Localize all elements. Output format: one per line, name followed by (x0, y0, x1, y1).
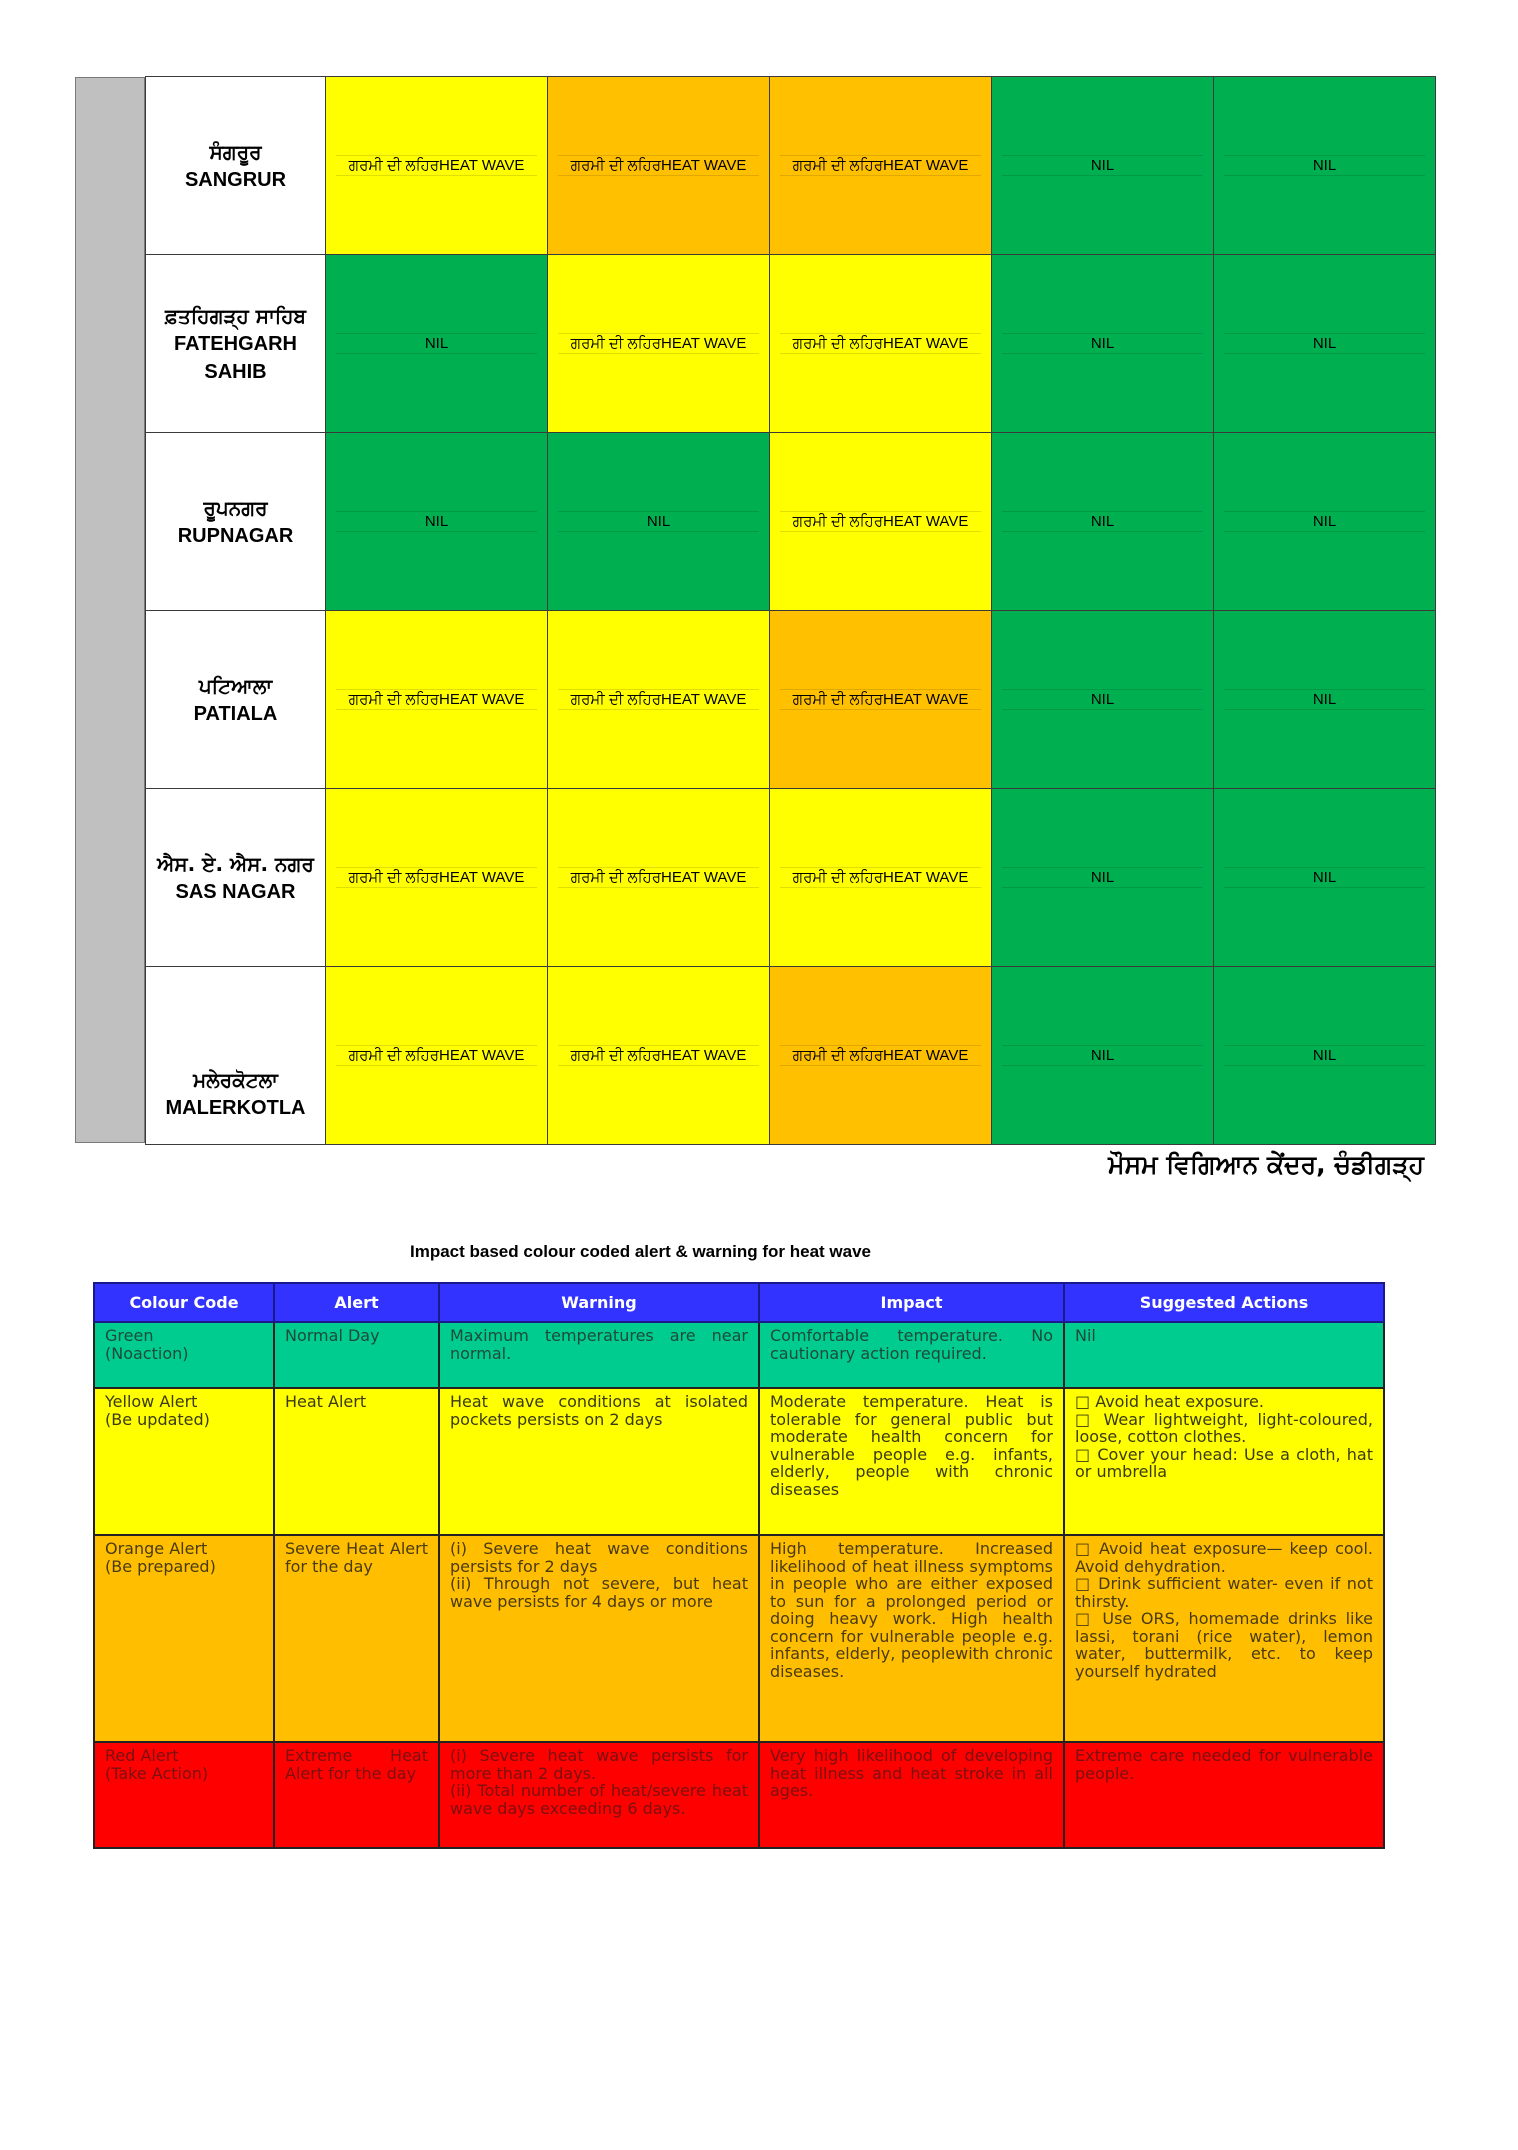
forecast-cell-day-5 (1214, 255, 1436, 433)
district-name-english: FATEHGARH SAHIB (174, 332, 297, 383)
forecast-text: NIL (1002, 1045, 1203, 1066)
forecast-text: ਗਰਮੀ ਦੀ ਲਹਿਰHEAT WAVE (780, 511, 981, 532)
legend-table (93, 1282, 1385, 1849)
legend-actions-cell: □ Avoid heat exposure— keep cool. Avoid dehydration. □ Drink sufficient water- even if not thirsty. □ Use ORS, homemade drinks like lassi, torani (rice water), lemon water, buttermilk, etc. to keep yourself hydrated (1064, 1535, 1384, 1742)
forecast-cell-day-2 (548, 967, 770, 1145)
legend-title: Impact based colour coded alert & warning for heat wave (410, 1242, 872, 1261)
district-name-cell (146, 789, 326, 967)
district-name-punjabi: ਰੂਪਨਗਰ (203, 495, 268, 520)
legend-warning-cell: (i) Severe heat wave persists for more than 2 days. (ii) Total number of heat/severe heat wave days exceeding 6 days. (439, 1742, 759, 1848)
forecast-text: ਗਰਮੀ ਦੀ ਲਹਿਰHEAT WAVE (780, 689, 981, 710)
legend-actions-cell: Extreme care needed for vulnerable people. (1064, 1742, 1384, 1848)
district-name-english: SAS NAGAR (175, 880, 296, 903)
forecast-cell-day-5 (1214, 433, 1436, 611)
header-impact: Impact (759, 1283, 1064, 1322)
forecast-text: ਗਰਮੀ ਦੀ ਲਹਿਰHEAT WAVE (558, 689, 759, 710)
forecast-cell-day-2 (548, 433, 770, 611)
legend-actions-cell: □ Avoid heat exposure. □ Wear lightweight, light-coloured, loose, cotton clothes. □ Cover your head: Use a cloth, hat or umbrella (1064, 1388, 1384, 1535)
forecast-text: ਗਰਮੀ ਦੀ ਲਹਿਰHEAT WAVE (558, 1045, 759, 1066)
district-name-english: PATIALA (193, 702, 278, 725)
forecast-cell-day-3 (770, 433, 992, 611)
forecast-cell-day-3 (770, 967, 992, 1145)
forecast-text: NIL (1224, 333, 1425, 354)
forecast-cell-day-1 (326, 77, 548, 255)
forecast-text: ਗਰਮੀ ਦੀ ਲਹਿਰHEAT WAVE (558, 333, 759, 354)
district-name-cell (146, 255, 326, 433)
forecast-cell-day-2 (548, 255, 770, 433)
forecast-text: ਗਰਮੀ ਦੀ ਲਹਿਰHEAT WAVE (336, 867, 537, 888)
legend-code-cell: Green (Noaction) (94, 1322, 274, 1388)
forecast-text: NIL (1002, 333, 1203, 354)
forecast-text: NIL (1002, 155, 1203, 176)
side-strip (75, 77, 145, 1143)
forecast-cell-day-5 (1214, 611, 1436, 789)
legend-header-row (94, 1283, 1384, 1322)
legend-alert-cell: Extreme Heat Alert for the day (274, 1742, 439, 1848)
district-name-english: RUPNAGAR (177, 524, 294, 547)
forecast-text: ਗਰਮੀ ਦੀ ਲਹਿਰHEAT WAVE (780, 155, 981, 176)
forecast-text: NIL (1224, 1045, 1425, 1066)
forecast-cell-day-3 (770, 611, 992, 789)
district-row (146, 77, 1436, 255)
forecast-text: NIL (336, 333, 537, 354)
forecast-cell-day-4 (992, 789, 1214, 967)
district-name-cell (146, 433, 326, 611)
legend-impact-cell: High temperature. Increased likelihood of heat illness symptoms in people who are either exposed to sun for a prolonged period or doing heavy work. High health concern for vulnerable people e.g. infants, elderly, peoplewith chronic diseases. (759, 1535, 1064, 1742)
forecast-text: NIL (1002, 867, 1203, 888)
forecast-text: ਗਰਮੀ ਦੀ ਲਹਿਰHEAT WAVE (558, 155, 759, 176)
forecast-text: ਗਰਮੀ ਦੀ ਲਹਿਰHEAT WAVE (780, 1045, 981, 1066)
forecast-cell-day-4 (992, 611, 1214, 789)
district-name-english: MALERKOTLA (165, 1097, 306, 1119)
forecast-cell-day-2 (548, 789, 770, 967)
legend-warning-cell: Maximum temperatures are near normal. (439, 1322, 759, 1388)
legend-code-cell: Yellow Alert (Be updated) (94, 1388, 274, 1535)
district-row (146, 255, 1436, 433)
forecast-text: NIL (1224, 689, 1425, 710)
legend-impact-cell: Very high likelihood of developing heat illness and heat stroke in all ages. (759, 1742, 1064, 1848)
footer-credit: ਮੌਸਮ ਵਿਗਿਆਨ ਕੇਂਦਰ, ਚੰਡੀਗੜ੍ਹ (1108, 1150, 1424, 1179)
header-warning: Warning (439, 1283, 759, 1322)
forecast-cell-day-2 (548, 77, 770, 255)
legend-row-orange (94, 1535, 1384, 1742)
forecast-text: ਗਰਮੀ ਦੀ ਲਹਿਰHEAT WAVE (780, 867, 981, 888)
header-alert: Alert (274, 1283, 439, 1322)
district-row (146, 433, 1436, 611)
forecast-text: NIL (1224, 867, 1425, 888)
district-name-punjabi: ਫ਼ਤਹਿਗੜ੍ਹ ਸਾਹਿਬ (164, 303, 307, 328)
legend-row-green (94, 1322, 1384, 1388)
district-name-punjabi: ਪਟਿਆਲਾ (198, 673, 273, 698)
legend-warning-cell: Heat wave conditions at isolated pockets persists on 2 days (439, 1388, 759, 1535)
legend-alert-cell: Severe Heat Alert for the day (274, 1535, 439, 1742)
district-row (146, 789, 1436, 967)
forecast-cell-day-1 (326, 967, 548, 1145)
legend-row-red (94, 1742, 1384, 1848)
forecast-text: NIL (336, 511, 537, 532)
district-name-punjabi: ਮਲੇਰਕੋਟਲਾ (193, 1068, 278, 1092)
district-row (146, 611, 1436, 789)
header-colour-code: Colour Code (94, 1283, 274, 1322)
district-name-cell (146, 77, 326, 255)
forecast-text: ਗਰਮੀ ਦੀ ਲਹਿਰHEAT WAVE (558, 867, 759, 888)
district-name-english: SANGRUR (184, 168, 287, 191)
forecast-cell-day-4 (992, 433, 1214, 611)
forecast-cell-day-5 (1214, 967, 1436, 1145)
forecast-cell-day-4 (992, 967, 1214, 1145)
header-suggested-actions: Suggested Actions (1064, 1283, 1384, 1322)
legend-impact-cell: Moderate temperature. Heat is tolerable for general public but moderate health concern for vulnerable people e.g. infants, elderly, people with chronic diseases (759, 1388, 1064, 1535)
forecast-cell-day-5 (1214, 77, 1436, 255)
legend-alert-cell: Normal Day (274, 1322, 439, 1388)
district-name-cell (146, 611, 326, 789)
legend-alert-cell: Heat Alert (274, 1388, 439, 1535)
district-forecast-table (145, 76, 1436, 1145)
district-row (146, 967, 1436, 1145)
forecast-cell-day-4 (992, 255, 1214, 433)
forecast-text: ਗਰਮੀ ਦੀ ਲਹਿਰHEAT WAVE (780, 333, 981, 354)
forecast-text: NIL (1002, 689, 1203, 710)
legend-impact-cell: Comfortable temperature. No cautionary action required. (759, 1322, 1064, 1388)
legend-code-cell: Red Alert (Take Action) (94, 1742, 274, 1848)
forecast-cell-day-3 (770, 255, 992, 433)
forecast-cell-day-4 (992, 77, 1214, 255)
forecast-cell-day-1 (326, 255, 548, 433)
forecast-text: ਗਰਮੀ ਦੀ ਲਹਿਰHEAT WAVE (336, 1045, 537, 1066)
district-name-cell (146, 967, 326, 1145)
legend-row-yellow (94, 1388, 1384, 1535)
forecast-cell-day-1 (326, 433, 548, 611)
forecast-text: ਗਰਮੀ ਦੀ ਲਹਿਰHEAT WAVE (336, 155, 537, 176)
forecast-text: NIL (1224, 155, 1425, 176)
forecast-text: NIL (1224, 511, 1425, 532)
forecast-cell-day-1 (326, 789, 548, 967)
forecast-cell-day-3 (770, 77, 992, 255)
forecast-cell-day-3 (770, 789, 992, 967)
district-name-punjabi: ਸੰਗਰੂਰ (209, 139, 262, 164)
forecast-text: NIL (558, 511, 759, 532)
legend-warning-cell: (i) Severe heat wave conditions persists for 2 days (ii) Through not severe, but heat wave persists for 4 days or more (439, 1535, 759, 1742)
forecast-cell-day-5 (1214, 789, 1436, 967)
forecast-text: NIL (1002, 511, 1203, 532)
forecast-cell-day-1 (326, 611, 548, 789)
district-name-punjabi: ਐਸ. ਏ. ਐਸ. ਨਗਰ (157, 851, 314, 876)
forecast-cell-day-2 (548, 611, 770, 789)
legend-actions-cell: Nil (1064, 1322, 1384, 1388)
legend-code-cell: Orange Alert (Be prepared) (94, 1535, 274, 1742)
forecast-text: ਗਰਮੀ ਦੀ ਲਹਿਰHEAT WAVE (336, 689, 537, 710)
